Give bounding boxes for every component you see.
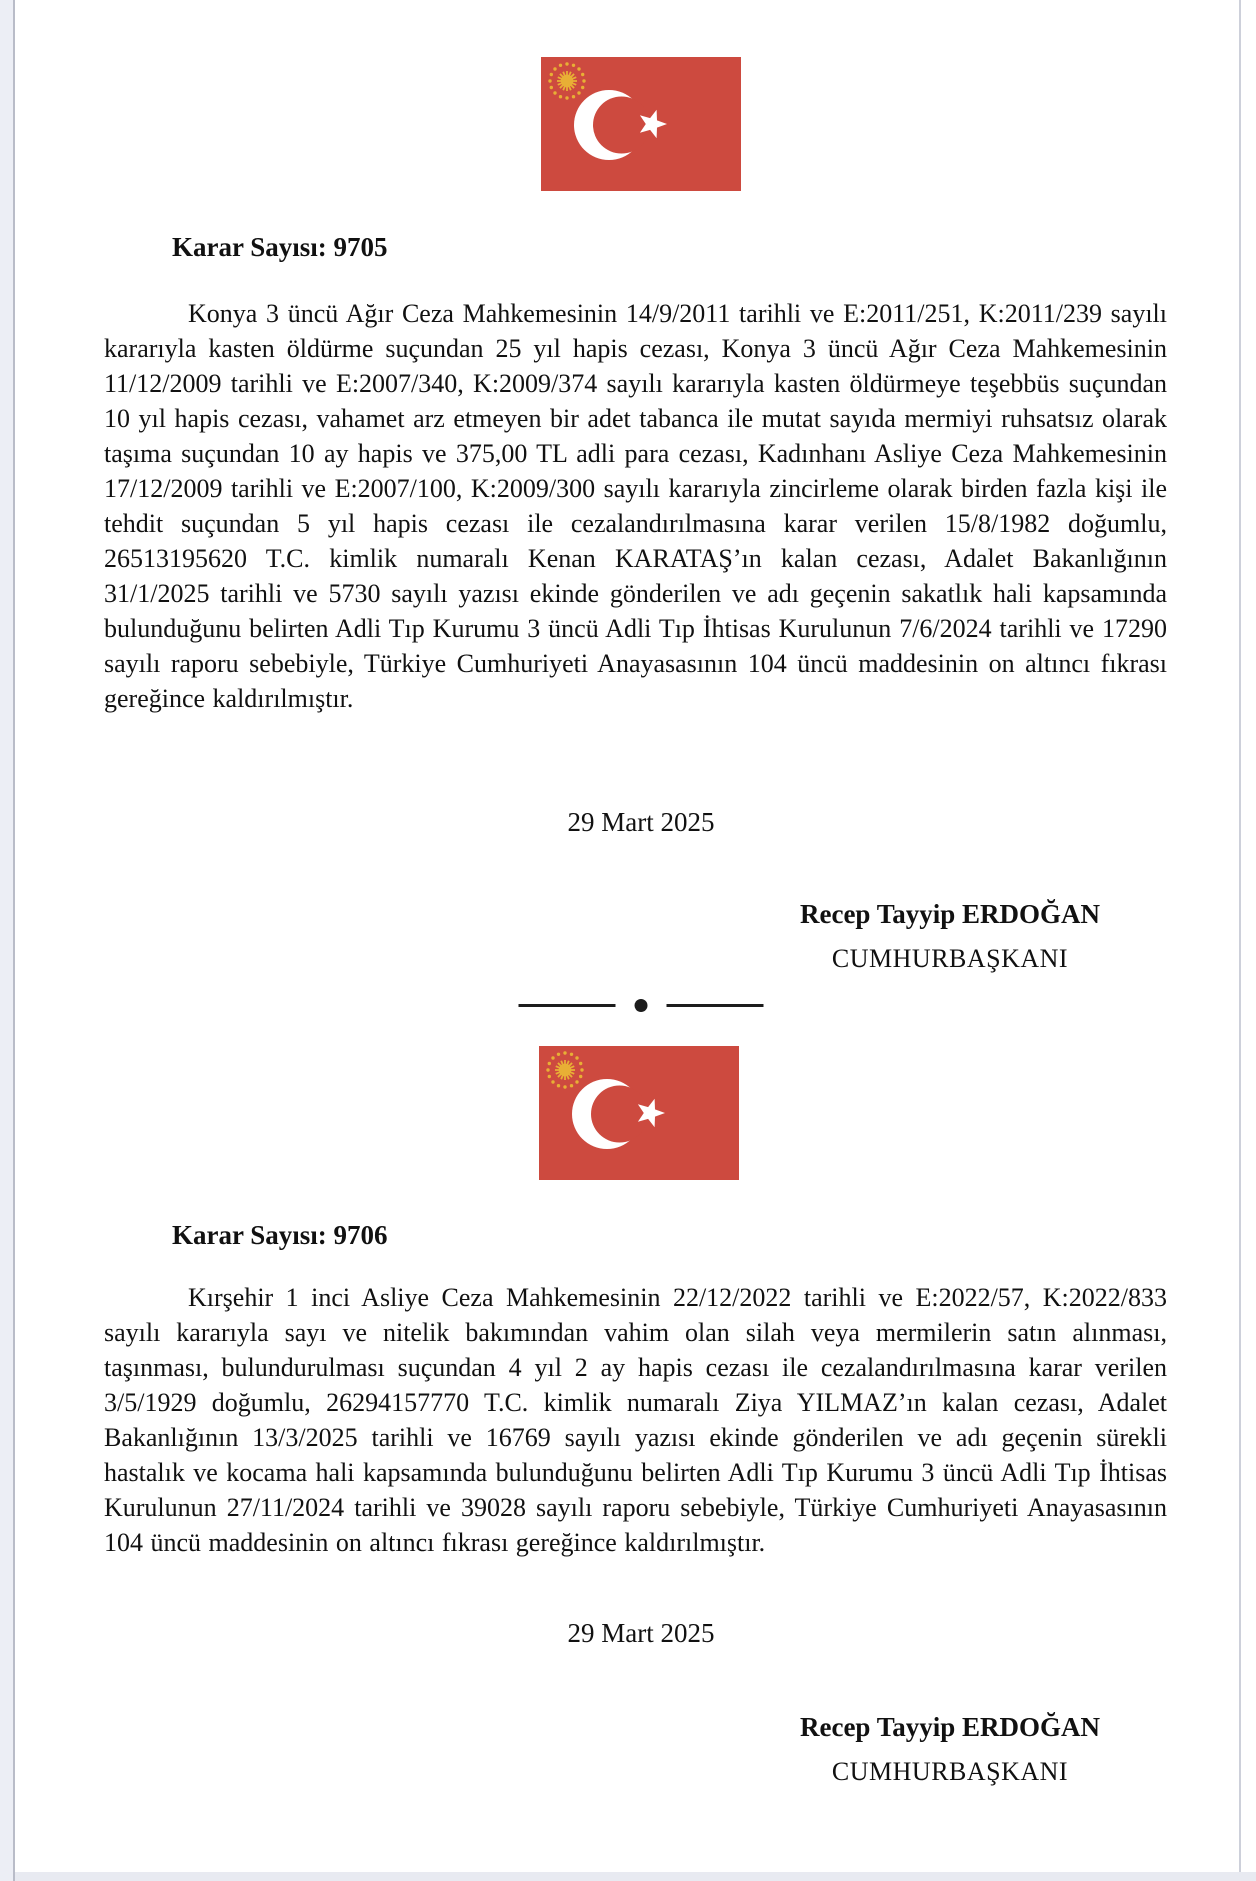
section-divider (519, 999, 764, 1012)
decree-date: 29 Mart 2025 (567, 807, 715, 837)
decree-body-text: Konya 3 üncü Ağır Ceza Mahkemesinin 14/9/2011 tarihli ve E:2011/251, K:2011/239 sayılı kararıyla kasten öldürme suçundan 25 yıl hapis cezası, Konya 3 üncü Ağır Ceza Mahkemesinin 11/12/2009 tarihli ve E:2007/340, K:2009/374 sayılı kararıyla kasten öldürmeye teşebbüs suçundan 10 yıl hapis cezası, vahamet arz etmeyen bir adet tabanca ile mutat sayıda mermiyi ruhsatsız olarak taşıma suçundan 10 ay hapis ve 375,00 TL adli para cezası, Kadınhanı Asliye Ceza Mahkemesinin 17/12/2009 tarihli ve E:2007/100, K:2009/300 sayılı kararıyla zincirleme olarak birden fazla kişi ile tehdit suçundan 5 yıl hapis cezası ile cezalandırılmasına karar verilen 15/8/1982 doğumlu, 26513195620 T.C. kimlik numaralı Kenan KARATAŞ’ın kalan cezası, Adalet Bakanlığının 31/1/2025 tarihli ve 5730 sayılı yazısı ekinde gönderilen ve adı geçenin sakatlık hali kapsamında bulunduğunu belirten Adli Tıp Kurumu 3 üncü Adli Tıp İhtisas Kurulunun 7/6/2024 tarihli ve 17290 sayılı raporu sebebiyle, Türkiye Cumhuriyeti Anayasasının 104 üncü maddesinin on altıncı fıkrası gereğince kaldırılmıştır. (104, 299, 1167, 713)
turkish-presidential-flag-icon (538, 1046, 740, 1180)
signature-block (800, 1709, 1100, 1790)
decree-number: Karar Sayısı: 9706 (172, 1220, 388, 1250)
signer-name: Recep Tayyip ERDOĞAN (799, 1712, 1101, 1742)
signer-title: CUMHURBAŞKANI (831, 944, 1069, 973)
signature-block (800, 896, 1100, 977)
signer-name: Recep Tayyip ERDOĞAN (799, 899, 1101, 929)
turkish-presidential-flag-icon (540, 57, 742, 191)
viewer-left-margin (0, 0, 15, 1881)
decree-body-text: Kırşehir 1 inci Asliye Ceza Mahkemesinin 22/12/2022 tarihli ve E:2022/57, K:2022/833 sayılı kararıyla sayı ve nitelik bakımından vahim olan silah veya mermilerin satın alınması, taşınması, bulundurulması suçundan 4 yıl 2 ay hapis cezası ile cezalandırılmasına karar verilen 3/5/1929 doğumlu, 26294157770 T.C. kimlik numaralı Ziya YILMAZ’ın kalan cezası, Adalet Bakanlığının 13/3/2025 tarihli ve 16769 sayılı yazısı ekinde gönderilen ve adı geçenin sürekli hastalık ve kocama hali kapsamında bulunduğunu belirten Adli Tıp Kurumu 3 üncü Adli Tıp İhtisas Kurulunun 27/11/2024 tarihli ve 39028 sayılı raporu sebebiyle, Türkiye Cumhuriyeti Anayasasının 104 üncü maddesinin on altıncı fıkrası gereğince kaldırılmıştır. (104, 1283, 1167, 1557)
divider-bullet-icon (635, 999, 648, 1012)
viewer-bottom-margin (15, 1872, 1256, 1881)
divider-rule-right (667, 1004, 764, 1007)
decree-number: Karar Sayısı: 9705 (172, 232, 388, 262)
decree-date: 29 Mart 2025 (567, 1618, 715, 1648)
viewer-right-border (1239, 0, 1241, 1881)
signer-title: CUMHURBAŞKANI (831, 1757, 1069, 1786)
divider-rule-left (519, 1004, 616, 1007)
